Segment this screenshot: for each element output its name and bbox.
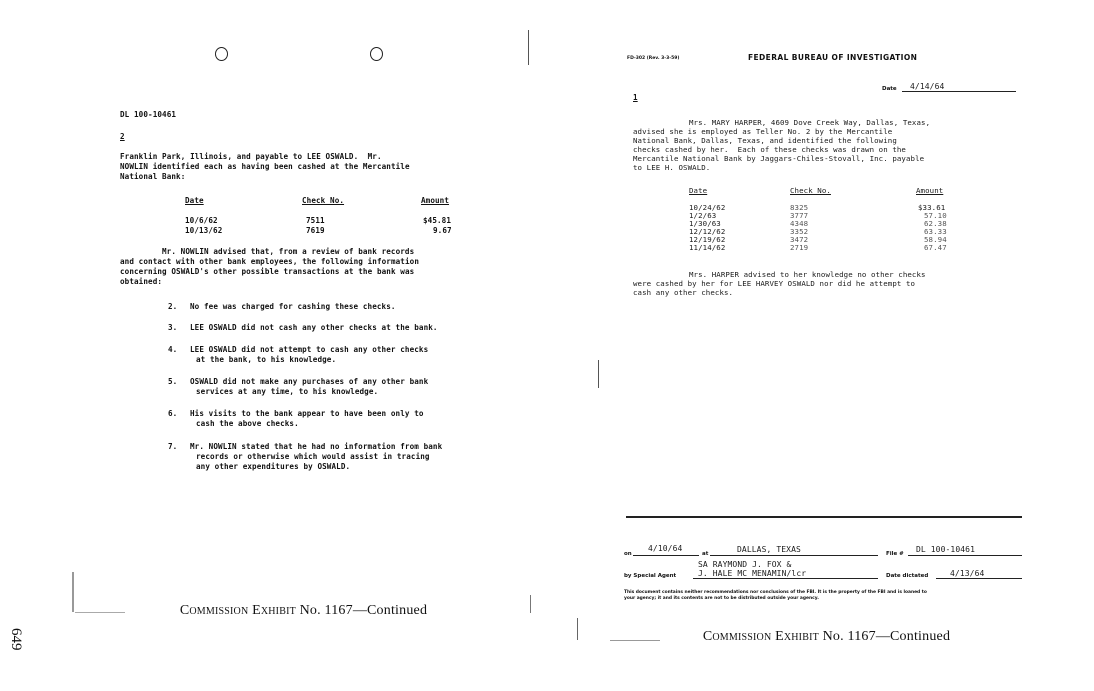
text-line: Franklin Park, Illinois, and payable to LEE OSWALD. Mr. — [120, 152, 382, 161]
table-cell: 12/19/62 — [689, 235, 726, 244]
date-underline — [902, 91, 1016, 92]
text-line: at the bank, to his knowledge. — [196, 355, 337, 364]
text-line: cash the above checks. — [196, 419, 299, 428]
page-number: 2 — [120, 132, 125, 141]
list-item — [168, 442, 442, 472]
text-line: OSWALD did not make any purchases of any other bank — [190, 377, 429, 386]
file-value: DL 100-10461 — [916, 545, 975, 554]
table-cell: 67.47 — [924, 243, 947, 252]
text-line: concerning OSWALD's other possible transactions at the bank was — [120, 267, 415, 276]
scan-mark — [598, 360, 599, 388]
on-underline — [633, 555, 699, 556]
table-cell: $33.61 — [918, 203, 946, 212]
dictated-underline — [936, 578, 1022, 579]
intro-paragraph — [633, 118, 930, 172]
exhibit-caption — [688, 613, 950, 661]
scan-mark — [72, 572, 74, 612]
dictated-value: 4/13/64 — [950, 569, 985, 578]
table-cell: 57.10 — [924, 211, 947, 220]
table-cell: 10/13/62 — [185, 226, 223, 235]
list-number: 7. — [168, 442, 178, 451]
table-cell: 63.33 — [924, 227, 947, 236]
table-header-check-no: Check No. — [790, 186, 831, 195]
text-line: Mrs. MARY HARPER, 4609 Dove Creek Way, Dallas, Texas, — [689, 118, 931, 127]
at-label: at — [702, 551, 709, 557]
table-cell: 4348 — [790, 219, 809, 228]
text-line: National Bank, Dallas, Texas, and identified the following — [633, 136, 897, 145]
text-line: Mercantile National Bank by Jaggars-Chiles-Stovall, Inc. payable — [633, 154, 925, 163]
file-number: DL 100-10461 — [120, 110, 177, 119]
agent-line-2: J. HALE MC MENAMIN/lcr — [698, 569, 807, 578]
scan-mark — [577, 618, 578, 640]
date-value: 4/14/64 — [910, 82, 945, 91]
list-number: 2. — [168, 302, 178, 311]
text-line: His visits to the bank appear to have been only to — [190, 409, 424, 418]
table-header-date: Date — [185, 196, 204, 205]
list-item — [168, 345, 428, 365]
table-cell: 7619 — [306, 226, 325, 235]
intro-paragraph — [120, 152, 410, 182]
text-line: National Bank: — [120, 172, 186, 181]
table-cell: 3777 — [790, 211, 809, 220]
margin-page-number: 649 — [8, 628, 24, 651]
file-label: File # — [886, 551, 904, 557]
page-number: 1 — [633, 93, 638, 102]
table-cell: $45.81 — [423, 216, 452, 225]
text-line: services at any time, to his knowledge. — [196, 387, 379, 396]
table-cell: 8325 — [790, 203, 809, 212]
scan-mark — [528, 30, 529, 65]
list-item — [168, 409, 424, 429]
table-cell: 9.67 — [433, 226, 452, 235]
exhibit-caption — [165, 587, 427, 635]
table-cell: 11/14/62 — [689, 243, 726, 252]
exhibit-caption-rest: No. 1167—Continued — [295, 603, 428, 618]
agent-label: by Special Agent — [624, 573, 677, 579]
at-value: DALLAS, TEXAS — [737, 545, 801, 554]
list-number: 6. — [168, 409, 178, 418]
text-line: records or otherwise which would assist in tracing — [196, 452, 430, 461]
list-item — [168, 377, 428, 397]
table-cell: 10/6/62 — [185, 216, 218, 225]
scan-mark — [530, 595, 531, 613]
list-item — [168, 302, 396, 312]
table-header-amount: Amount — [916, 186, 944, 195]
list-number: 5. — [168, 377, 178, 386]
on-label: on — [624, 551, 632, 557]
table-header-amount: Amount — [421, 196, 450, 205]
at-underline — [710, 555, 878, 556]
text-line: LEE OSWALD did not cash any other checks at the bank. — [190, 323, 438, 332]
text-line: were cashed by her for LEE HARVEY OSWALD nor did he attempt to — [633, 279, 916, 288]
footer-divider — [626, 516, 1022, 518]
table-cell: 1/2/63 — [689, 211, 717, 220]
closing-paragraph — [633, 270, 926, 297]
form-number: FD-302 (Rev. 3-3-59) — [627, 56, 680, 61]
text-line: advised she is employed as Teller No. 2 by the Mercantile — [633, 127, 893, 136]
scan-mark — [75, 612, 125, 613]
text-line: Mrs. HARPER advised to her knowledge no other checks — [689, 270, 926, 279]
file-underline — [908, 555, 1022, 556]
agent-underline — [693, 578, 878, 579]
table-header-date: Date — [689, 186, 708, 195]
text-line: to LEE H. OSWALD. — [633, 163, 711, 172]
body-paragraph — [120, 247, 419, 287]
table-cell: 3472 — [790, 235, 809, 244]
text-line: obtained: — [120, 277, 163, 286]
list-number: 4. — [168, 345, 178, 354]
text-line: NOWLIN identified each as having been cashed at the Mercantile — [120, 162, 410, 171]
table-cell: 58.94 — [924, 235, 947, 244]
table-cell: 12/12/62 — [689, 227, 726, 236]
table-cell: 1/30/63 — [689, 219, 721, 228]
table-cell: 62.38 — [924, 219, 947, 228]
text-line: LEE OSWALD did not attempt to cash any other checks — [190, 345, 429, 354]
text-line: cash any other checks. — [633, 288, 734, 297]
punch-hole-left — [215, 47, 228, 61]
agent-line-1: SA RAYMOND J. FOX & — [698, 560, 792, 569]
dictated-label: Date dictated — [886, 573, 929, 579]
on-value: 4/10/64 — [648, 544, 683, 553]
exhibit-caption-rest: No. 1167—Continued — [818, 629, 951, 644]
disclaimer-line-1: This document contains neither recommendations nor conclusions of the FBI. It is the property of the FBI and is loaned to — [624, 590, 927, 595]
text-line: No fee was charged for cashing these checks. — [190, 302, 396, 311]
punch-hole-right — [370, 47, 383, 61]
scan-mark — [610, 640, 660, 641]
text-line: Mr. NOWLIN stated that he had no information from bank — [190, 442, 443, 451]
table-header-check-no: Check No. — [302, 196, 345, 205]
list-number: 3. — [168, 323, 178, 332]
list-item — [168, 323, 438, 333]
text-line: checks cashed by her. Each of these checks was drawn on the — [633, 145, 906, 154]
text-line: and contact with other bank employees, the following information — [120, 257, 419, 266]
date-label: Date — [882, 86, 897, 92]
table-cell: 10/24/62 — [689, 203, 726, 212]
exhibit-caption-prefix: Commission Exhibit — [179, 603, 296, 618]
text-line: any other expenditures by OSWALD. — [196, 462, 351, 471]
disclaimer-line-2: your agency; it and its contents are not to be distributed outside your agency. — [624, 596, 819, 601]
exhibit-caption-prefix: Commission Exhibit — [702, 629, 819, 644]
table-cell: 2719 — [790, 243, 809, 252]
table-cell: 7511 — [306, 216, 325, 225]
agency-header: FEDERAL BUREAU OF INVESTIGATION — [748, 53, 918, 62]
table-cell: 3352 — [790, 227, 809, 236]
text-line: Mr. NOWLIN advised that, from a review of bank records — [162, 247, 415, 256]
